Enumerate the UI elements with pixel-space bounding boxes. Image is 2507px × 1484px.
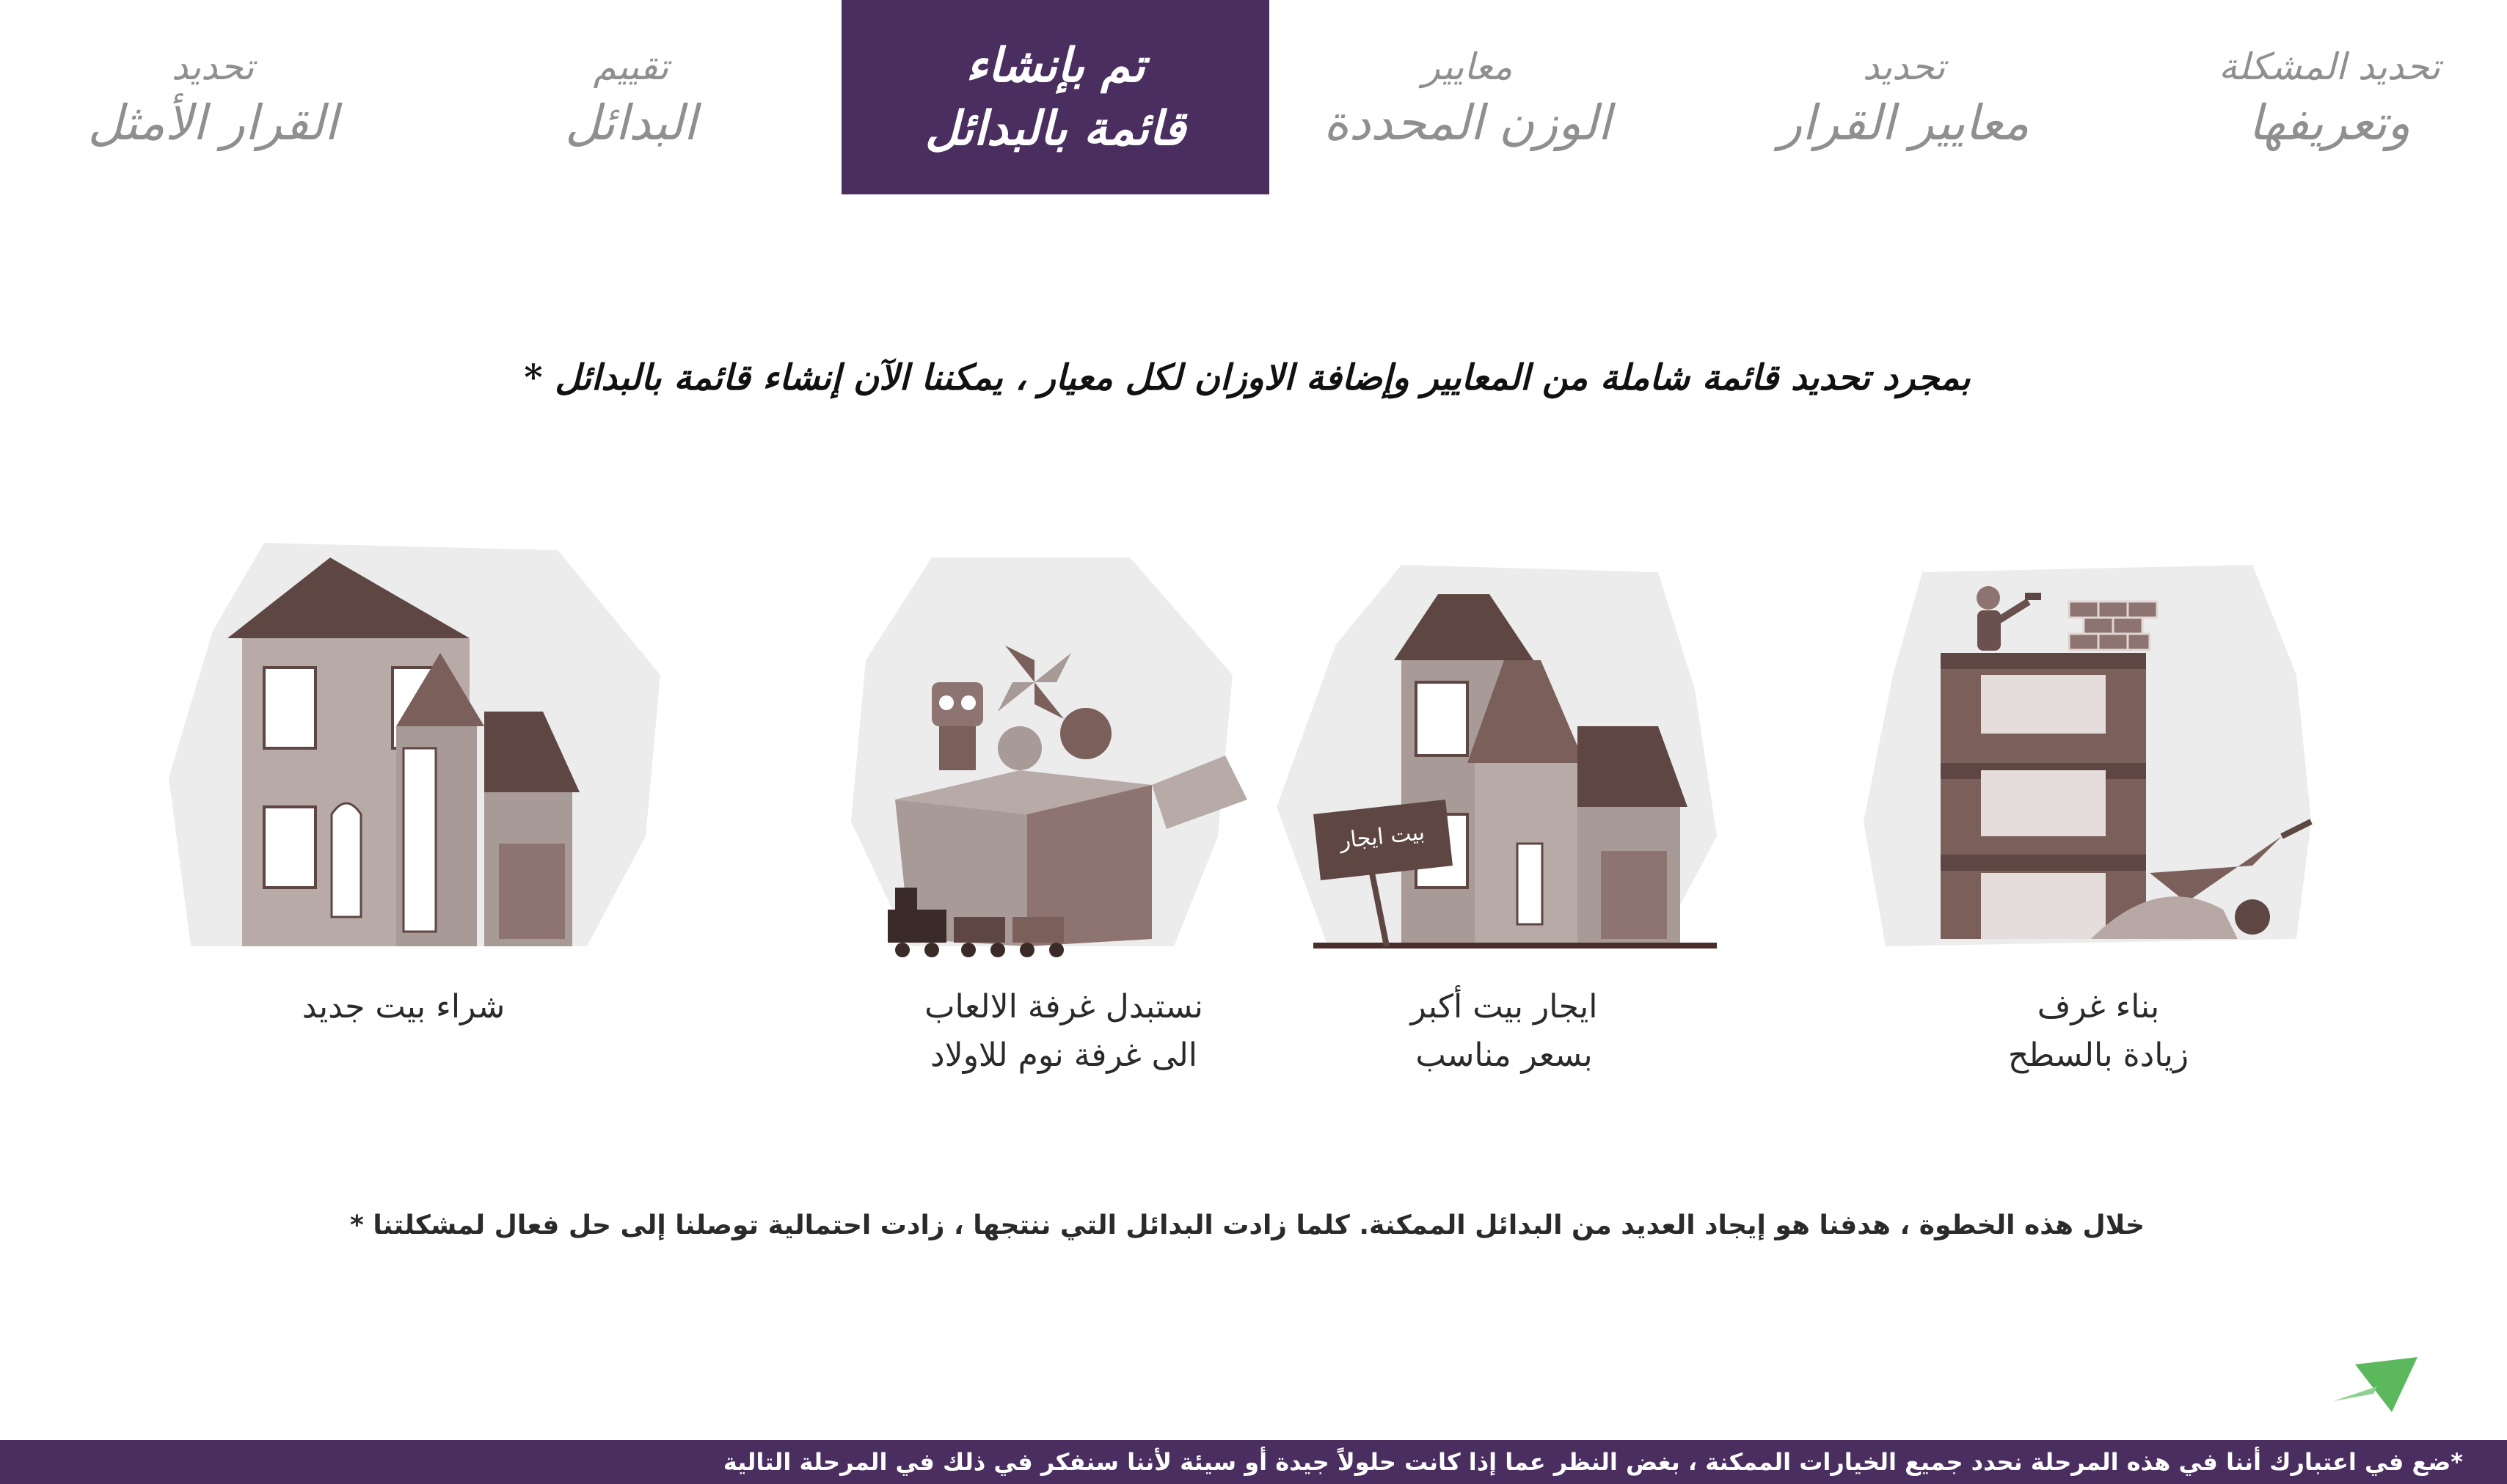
step-decision-criteria[interactable] (1750, 0, 2058, 194)
step-define-problem[interactable] (2183, 0, 2476, 194)
step-best-decision[interactable] (81, 0, 345, 194)
alternative-buy-house (147, 528, 660, 1115)
step-label-line1: تحديد (171, 45, 255, 88)
alternative-build-rooms (1842, 528, 2355, 1115)
step-label-line2: معايير القرار (1778, 94, 2029, 151)
toy-box-icon (807, 528, 1321, 968)
builder-roof-icon (1842, 528, 2355, 968)
alternative-caption-line2: زيادة بالسطح (2007, 1037, 2189, 1074)
alternative-caption-line1: ايجار بيت أكبر (1410, 988, 1598, 1026)
alternative-caption-line1: بناء غرف (2037, 988, 2160, 1026)
step-generate-alternatives[interactable] (842, 0, 1269, 194)
alternative-caption-line2: الى غرفة نوم للاولاد (930, 1037, 1197, 1074)
step-label-line1: تقييم (593, 45, 669, 88)
next-arrow-icon[interactable] (2333, 1357, 2421, 1416)
alternative-rent-house (1247, 528, 1761, 1115)
alternative-caption (1842, 983, 2355, 1080)
step-weight-criteria[interactable] (1313, 0, 1621, 194)
rent-sign-text: بيت ايجار (1338, 819, 1426, 855)
step-label-line1: تحديد المشكلة (2218, 45, 2441, 88)
footer-note: *ضع في اعتبارك أننا في هذه المرحلة نحدد جميع الخيارات الممكنة ، بغض النظر عما إذا كانت حلولاً جيدة أو سيئة لأننا سنفكر في ذلك في المرحلة التالية (0, 1440, 2507, 1484)
step-label-line2: وتعريفها (2248, 94, 2411, 151)
house-icon (147, 528, 660, 968)
alternative-caption (807, 983, 1321, 1080)
intro-text: بمجرد تحديد قائمة شاملة من المعايير وإضافة الاوزان لكل معيار ، يمكننا الآن إنشاء قائمة بالبدائل * (524, 357, 1971, 398)
alternative-caption-line1: شراء بيت جديد (302, 988, 506, 1026)
step-label-line1: معايير (1422, 45, 1513, 88)
alternative-caption (147, 983, 660, 1031)
step-label-line2: قائمة بالبدائل (924, 100, 1186, 156)
alternative-convert-playroom (807, 528, 1321, 1115)
step-navigation (0, 0, 2507, 194)
step-evaluate-alternatives[interactable] (514, 0, 748, 194)
alternative-caption-line2: بسعر مناسب (1415, 1037, 1593, 1074)
step-label-line2: القرار الأمثل (87, 94, 338, 151)
step-label-line2: الوزن المحددة (1324, 94, 1611, 151)
step-label-line2: البدائل (565, 94, 697, 151)
step-label-line1: تحديد (1862, 45, 1946, 88)
house-rent-sign-icon (1247, 528, 1761, 968)
alternative-caption (1247, 983, 1761, 1080)
alternative-caption-line1: نستبدل غرفة الالعاب (924, 988, 1203, 1026)
bottom-note: خلال هذه الخطوة ، هدفنا هو إيجاد العديد من البدائل الممكنة. كلما زادت البدائل التي ننتجها ، زادت احتمالية توصلنا إلى حل فعال لمشكلتنا * (349, 1210, 2145, 1240)
step-label-line1: تم بإنشاء (966, 37, 1145, 93)
